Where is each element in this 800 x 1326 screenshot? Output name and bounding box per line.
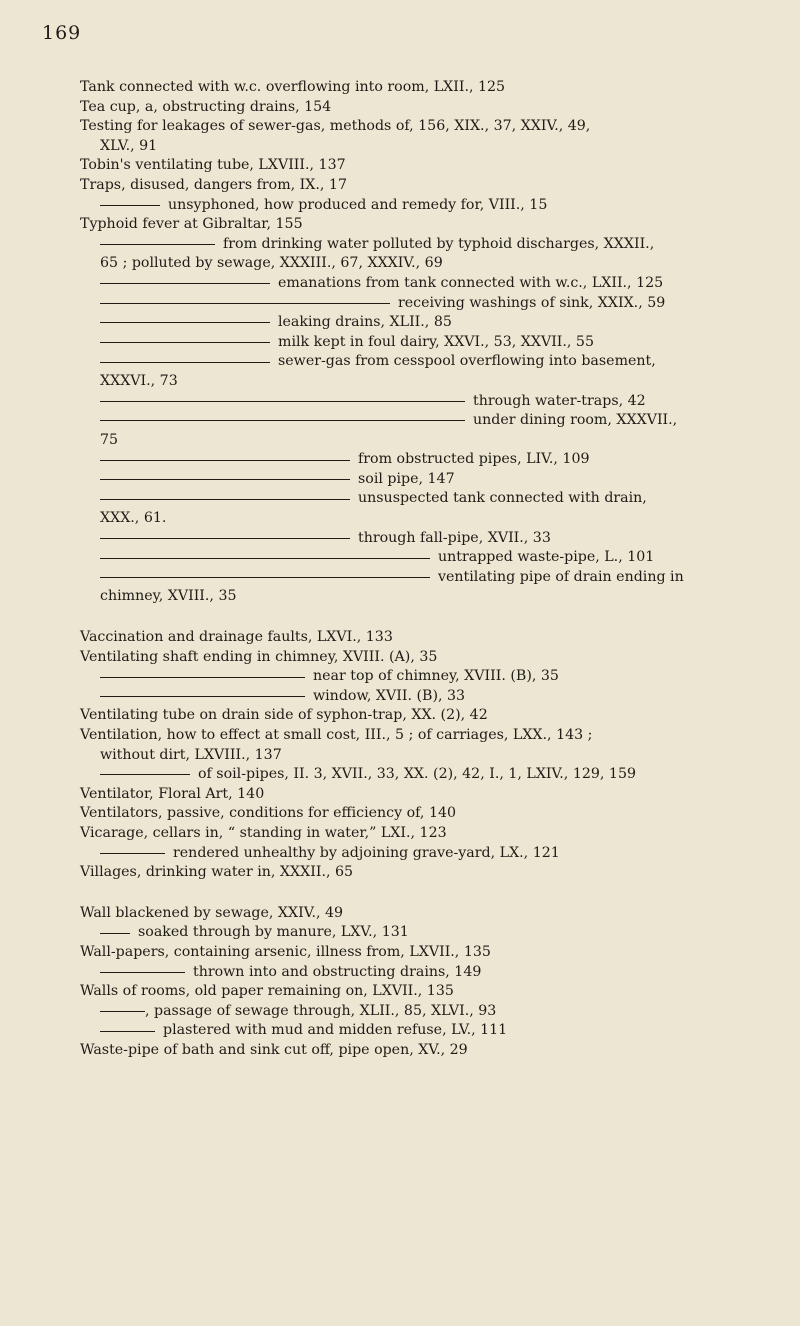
index-subentry <box>80 352 780 391</box>
ditto-rule <box>100 538 350 539</box>
ditto-rule <box>100 677 305 678</box>
index-entry <box>80 648 780 668</box>
ditto-rule <box>100 696 305 697</box>
ditto-rule <box>100 1011 145 1012</box>
entry-text: Ventilator, Floral Art, 140 <box>80 785 265 802</box>
index-subentry <box>80 923 780 943</box>
entry-text: through fall-pipe, XVII., 33 <box>358 529 551 546</box>
entry-text: from obstructed pipes, LIV., 109 <box>358 451 590 468</box>
ditto-rule <box>100 244 215 245</box>
index-entry <box>80 904 780 924</box>
index-entry <box>80 117 780 156</box>
entry-continuation: XXX., 61. <box>100 510 167 527</box>
index-subentry <box>80 235 780 274</box>
entry-text: untrapped waste-pipe, L., 101 <box>438 549 655 566</box>
entry-continuation: without dirt, LXVIII., 137 <box>100 746 282 763</box>
index-entry <box>80 726 780 765</box>
entry-text: emanations from tank connected with w.c., LXII., 125 <box>278 274 664 291</box>
entry-text: Waste-pipe of bath and sink cut off, pipe open, XV., 29 <box>80 1041 468 1058</box>
entry-text: Wall-papers, containing arsenic, illness from, LXVII., 135 <box>80 943 491 960</box>
entry-text: Ventilating tube on drain side of syphon-trap, XX. (2), 42 <box>80 707 488 724</box>
index-entry <box>80 982 780 1002</box>
entry-text: sewer-gas from cesspool overflowing into basement, <box>278 353 656 370</box>
ditto-rule <box>100 1031 155 1032</box>
ditto-rule <box>100 853 165 854</box>
entry-text: Ventilation, how to effect at small cost, III., 5 ; of carriages, LXX., 143 ; <box>80 727 593 743</box>
entry-text: Testing for leakages of sewer-gas, methods of, 156, XIX., 37, XXIV., 49, <box>80 118 591 135</box>
entry-text: Typhoid fever at Gibraltar, 155 <box>80 216 303 233</box>
ditto-rule <box>100 283 270 284</box>
entry-text: receiving washings of sink, XXIX., 59 <box>398 294 666 311</box>
index-subentry <box>80 411 780 450</box>
entry-text: unsyphoned, how produced and remedy for, VIII., 15 <box>168 196 548 213</box>
entry-continuation: XLV., 91 <box>100 137 158 154</box>
entry-text: Vaccination and drainage faults, LXVI., 133 <box>80 629 393 646</box>
index-subentry <box>80 294 780 314</box>
index-subentry <box>80 765 780 785</box>
entry-text: from drinking water polluted by typhoid discharges, XXXII., <box>223 235 655 252</box>
index-entry <box>80 628 780 648</box>
index-subentry <box>80 844 780 864</box>
index-page <box>80 78 780 1061</box>
ditto-rule <box>100 205 160 206</box>
entry-continuation: 65 ; polluted by sewage, XXXIII., 67, XXXIV., 69 <box>100 255 443 272</box>
ditto-rule <box>100 499 350 500</box>
entry-text: Wall blackened by sewage, XXIV., 49 <box>80 904 344 921</box>
ditto-rule <box>100 342 270 343</box>
index-subentry <box>80 470 780 490</box>
entry-text: soaked through by manure, LXV., 131 <box>138 924 409 941</box>
entry-text: Ventilating shaft ending in chimney, XVIII. (A), 35 <box>80 648 438 665</box>
index-entry <box>80 156 780 176</box>
ditto-rule <box>100 577 430 578</box>
index-entry <box>80 824 780 844</box>
index-entry <box>80 785 780 805</box>
index-subentry <box>80 450 780 470</box>
ditto-rule <box>100 558 430 559</box>
index-subentry <box>80 313 780 333</box>
index-group <box>80 78 780 607</box>
index-entry <box>80 706 780 726</box>
page-number: 169 <box>42 22 82 44</box>
index-subentry <box>80 392 780 412</box>
entry-text: Tobin's ventilating tube, LXVIII., 137 <box>80 157 346 174</box>
index-entry <box>80 863 780 883</box>
ditto-rule <box>100 401 465 402</box>
index-subentry <box>80 196 780 216</box>
entry-text: thrown into and obstructing drains, 149 <box>193 963 482 980</box>
index-entry <box>80 215 780 235</box>
entry-continuation: chimney, XVIII., 35 <box>100 588 237 605</box>
entry-text: near top of chimney, XVIII. (B), 35 <box>313 668 559 685</box>
entry-continuation: 75 <box>100 431 119 448</box>
index-entry <box>80 98 780 118</box>
entry-text: Vicarage, cellars in, “ standing in water,” LXI., 123 <box>80 824 447 841</box>
entry-text: Tea cup, a, obstructing drains, 154 <box>80 98 332 115</box>
entry-text: , passage of sewage through, XLII., 85, XLVI., 93 <box>145 1002 497 1019</box>
index-entry <box>80 176 780 196</box>
entry-text: window, XVII. (B), 33 <box>313 687 466 704</box>
ditto-rule <box>100 460 350 461</box>
entry-text: unsuspected tank connected with drain, <box>358 490 647 507</box>
entry-text: Villages, drinking water in, XXXII., 65 <box>80 864 354 881</box>
index-group <box>80 628 780 883</box>
index-subentry <box>80 667 780 687</box>
index-entry <box>80 78 780 98</box>
entry-text: through water-traps, 42 <box>473 392 646 409</box>
index-entry <box>80 804 780 824</box>
entry-text: under dining room, XXXVII., <box>473 412 678 429</box>
entry-text: leaking drains, XLII., 85 <box>278 314 452 331</box>
index-subentry <box>80 274 780 294</box>
ditto-rule <box>100 972 185 973</box>
ditto-rule <box>100 420 465 421</box>
index-subentry <box>80 1002 780 1022</box>
index-entry <box>80 1041 780 1061</box>
entry-text: of soil-pipes, II. 3, XVII., 33, XX. (2), 42, I., 1, LXIV., 129, 159 <box>198 766 637 783</box>
index-subentry <box>80 548 780 568</box>
entry-text: soil pipe, 147 <box>358 470 455 487</box>
entry-text: Ventilators, passive, conditions for efficiency of, 140 <box>80 805 457 822</box>
index-group <box>80 904 780 1061</box>
index-subentry <box>80 963 780 983</box>
entry-text: rendered unhealthy by adjoining grave-yard, LX., 121 <box>173 844 560 861</box>
entry-text: Tank connected with w.c. overflowing into room, LXII., 125 <box>80 79 506 95</box>
index-entry <box>80 943 780 963</box>
entry-text: Walls of rooms, old paper remaining on, LXVII., 135 <box>80 983 454 1000</box>
group-separator <box>80 607 780 628</box>
ditto-rule <box>100 933 130 934</box>
entry-text: milk kept in foul dairy, XXVI., 53, XXVII., 55 <box>278 333 594 350</box>
entry-text: plastered with mud and midden refuse, LV., 111 <box>163 1022 508 1039</box>
entry-text: ventilating pipe of drain ending in <box>438 568 684 585</box>
index-subentry <box>80 568 780 607</box>
ditto-rule <box>100 322 270 323</box>
ditto-rule <box>100 303 390 304</box>
entry-continuation: XXXVI., 73 <box>100 372 178 389</box>
index-subentry <box>80 333 780 353</box>
ditto-rule <box>100 362 270 363</box>
ditto-rule <box>100 774 190 775</box>
index-subentry <box>80 489 780 528</box>
index-subentry <box>80 687 780 707</box>
entry-text: Traps, disused, dangers from, IX., 17 <box>80 176 347 193</box>
index-subentry <box>80 529 780 549</box>
ditto-rule <box>100 479 350 480</box>
index-subentry <box>80 1021 780 1041</box>
group-separator <box>80 883 780 904</box>
